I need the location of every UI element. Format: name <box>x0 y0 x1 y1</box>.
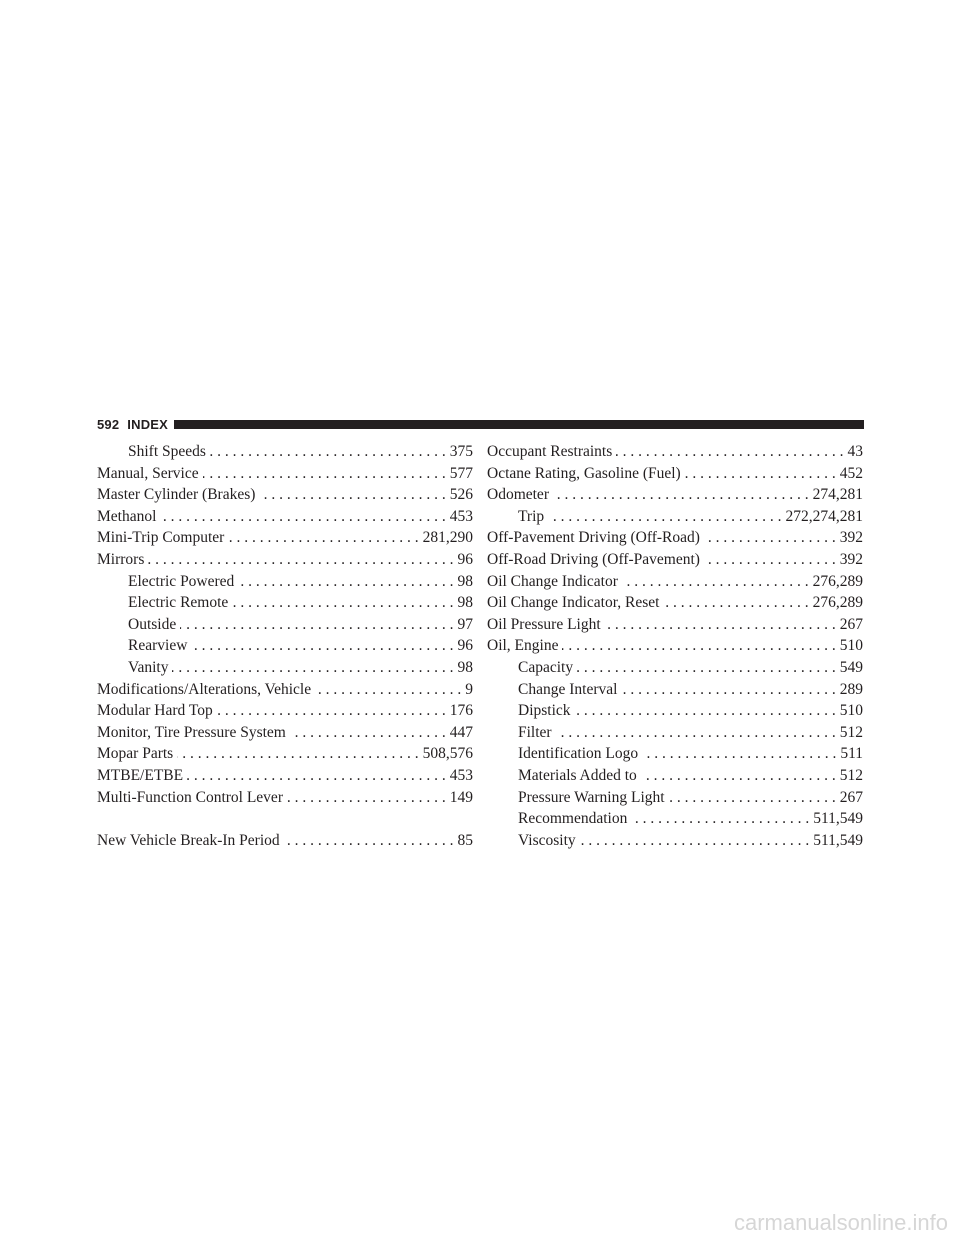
index-term: Viscosity <box>518 831 576 849</box>
page-reference: 281,290 <box>422 529 473 547</box>
watermark: carmanualsonline.info <box>733 1210 948 1235</box>
index-entry <box>487 571 863 593</box>
dot-leader <box>228 527 418 549</box>
index-term: Oil Pressure Light <box>487 615 601 633</box>
dot-leader <box>642 743 836 765</box>
page-reference: 176 <box>449 702 473 720</box>
dot-leader <box>704 527 836 549</box>
index-subentry <box>487 700 863 722</box>
index-term: Dipstick <box>518 702 571 720</box>
dot-leader <box>685 463 836 485</box>
dot-leader <box>562 635 835 657</box>
index-entry <box>97 743 473 765</box>
page-header <box>97 417 864 431</box>
page-reference: 289 <box>839 680 863 698</box>
dot-leader <box>663 592 808 614</box>
index-entry <box>487 592 863 614</box>
section-title: INDEX <box>127 416 169 432</box>
index-term: Mirrors <box>97 550 145 568</box>
dot-leader <box>315 679 461 701</box>
index-subentry <box>97 592 473 614</box>
dot-leader <box>203 463 446 485</box>
index-term: Occupant Restraints <box>487 443 613 460</box>
index-term: Modular Hard Top <box>97 702 213 720</box>
page-reference: 85 <box>457 831 473 849</box>
index-entry <box>487 635 863 657</box>
header-rule <box>174 420 864 429</box>
dot-leader <box>548 506 781 528</box>
index-term: Electric Remote <box>128 594 229 612</box>
index-column-right <box>487 441 863 851</box>
dot-leader <box>580 830 810 852</box>
index-subentry <box>487 722 863 744</box>
page-reference: 267 <box>839 615 863 633</box>
page-reference: 43 <box>847 443 863 460</box>
index-term: Shift Speeds <box>128 443 206 460</box>
page-reference: 453 <box>449 507 473 525</box>
index-entry <box>97 765 473 787</box>
dot-leader <box>704 549 836 571</box>
index-term: Materials Added to <box>518 766 637 784</box>
page-reference: 9 <box>465 680 473 698</box>
page-reference: 511 <box>840 745 863 763</box>
index-subentry <box>97 441 473 463</box>
index-term: Oil Change Indicator <box>487 572 618 590</box>
index-entry <box>97 506 473 528</box>
dot-leader <box>575 700 836 722</box>
index-term: Multi-Function Control Lever <box>97 788 283 806</box>
index-entry <box>97 787 473 809</box>
index-subentry <box>487 743 863 765</box>
page-reference: 149 <box>449 788 473 806</box>
index-entry <box>487 441 863 463</box>
dot-leader <box>172 657 453 679</box>
page-reference: 392 <box>839 550 863 568</box>
dot-leader <box>284 830 454 852</box>
dot-leader <box>259 484 445 506</box>
index-entry <box>97 722 473 744</box>
index-subentry <box>487 506 863 528</box>
page-number: 592 <box>97 416 120 432</box>
index-term: Odometer <box>487 486 549 504</box>
index-term: Mini-Trip Computer <box>97 529 225 547</box>
index-term: Identification Logo <box>518 745 639 763</box>
page-reference: 512 <box>839 723 863 741</box>
dot-leader <box>191 635 453 657</box>
dot-leader <box>622 571 809 593</box>
index-entry <box>487 484 863 506</box>
index-term: Modifications/Alterations, Vehicle <box>97 680 312 698</box>
index-subentry <box>487 657 863 679</box>
index-term: Outside <box>128 615 177 633</box>
page-reference: 549 <box>839 658 863 676</box>
dot-leader <box>217 700 446 722</box>
index-subentry <box>487 808 863 830</box>
index-term: Trip <box>518 507 545 525</box>
dot-leader <box>177 743 418 765</box>
page-reference: 98 <box>457 572 473 590</box>
index-term: Oil Change Indicator, Reset <box>487 594 660 612</box>
index-term: Vanity <box>128 658 169 676</box>
index-term: Mopar Parts <box>97 745 174 763</box>
page-reference: 511,549 <box>813 810 863 828</box>
dot-leader <box>556 722 836 744</box>
index-term: Off-Pavement Driving (Off-Road) <box>487 529 700 547</box>
index-term: Master Cylinder (Brakes) <box>97 486 256 504</box>
index-entry <box>487 614 863 636</box>
page-reference: 98 <box>457 594 473 612</box>
index-subentry <box>97 571 473 593</box>
page-reference: 447 <box>449 723 473 741</box>
index-subentry <box>487 679 863 701</box>
dot-leader <box>180 614 453 636</box>
index-column-left <box>97 441 473 851</box>
index-entry <box>97 549 473 571</box>
index-entry <box>487 463 863 485</box>
dot-leader <box>287 787 446 809</box>
index-entry <box>487 549 863 571</box>
index-subentry <box>97 657 473 679</box>
index-term: Change Interval <box>518 680 618 698</box>
index-entry <box>97 700 473 722</box>
index-subentry <box>487 830 863 852</box>
page-reference: 508,576 <box>422 745 473 763</box>
index-entry <box>97 484 473 506</box>
index-term: Oil, Engine <box>487 637 559 655</box>
index-term: Monitor, Tire Pressure System <box>97 723 286 741</box>
page-reference: 510 <box>839 702 863 720</box>
dot-leader <box>641 765 836 787</box>
index-term: Octane Rating, Gasoline (Fuel) <box>487 464 681 482</box>
page-reference: 96 <box>457 550 473 568</box>
dot-leader <box>621 679 835 701</box>
index-term: Pressure Warning Light <box>518 788 665 806</box>
page-reference: 510 <box>839 637 863 655</box>
index-term: Methanol <box>97 507 157 525</box>
index-term: New Vehicle Break-In Period <box>97 831 280 849</box>
dot-leader <box>290 722 446 744</box>
dot-leader <box>616 441 843 463</box>
index-subentry <box>487 765 863 787</box>
dot-leader <box>210 441 446 463</box>
index-subentry <box>97 614 473 636</box>
index-term: Capacity <box>518 658 574 676</box>
index-entry <box>97 679 473 701</box>
page-reference: 526 <box>449 486 473 504</box>
index-entry <box>97 463 473 485</box>
page-reference: 577 <box>449 464 473 482</box>
page-reference: 274,281 <box>812 486 863 504</box>
dot-leader <box>605 614 836 636</box>
index-entry <box>487 527 863 549</box>
index-term: Recommendation <box>518 810 628 828</box>
dot-leader <box>148 549 453 571</box>
page-reference: 272,274,281 <box>785 507 863 525</box>
page-reference: 511,549 <box>813 831 863 849</box>
page-reference: 276,289 <box>812 594 863 612</box>
index-entry <box>97 527 473 549</box>
dot-leader <box>553 484 809 506</box>
page-reference: 512 <box>839 766 863 784</box>
index-subentry <box>487 787 863 809</box>
page-reference: 276,289 <box>812 572 863 590</box>
page-reference: 453 <box>449 766 473 784</box>
index-term: Manual, Service <box>97 464 199 482</box>
page-reference: 267 <box>839 788 863 806</box>
dot-leader <box>577 657 836 679</box>
index-subentry <box>97 635 473 657</box>
dot-leader <box>232 592 453 614</box>
index-term: Rearview <box>128 637 188 655</box>
index-term: Electric Powered <box>128 572 235 590</box>
dot-leader <box>669 787 836 809</box>
dot-leader <box>187 765 446 787</box>
index-term: Off-Road Driving (Off-Pavement) <box>487 550 700 568</box>
page-reference: 98 <box>457 658 473 676</box>
page-reference: 392 <box>839 529 863 547</box>
page-reference: 452 <box>839 464 863 482</box>
index-term: Filter <box>518 723 552 741</box>
page-reference: 375 <box>449 443 473 460</box>
dot-leader <box>238 571 453 593</box>
dot-leader <box>160 506 445 528</box>
dot-leader <box>631 808 809 830</box>
index-term: MTBE/ETBE <box>97 766 184 784</box>
page-reference: 96 <box>457 637 473 655</box>
index-entry <box>97 830 473 852</box>
page-reference: 97 <box>457 615 473 633</box>
